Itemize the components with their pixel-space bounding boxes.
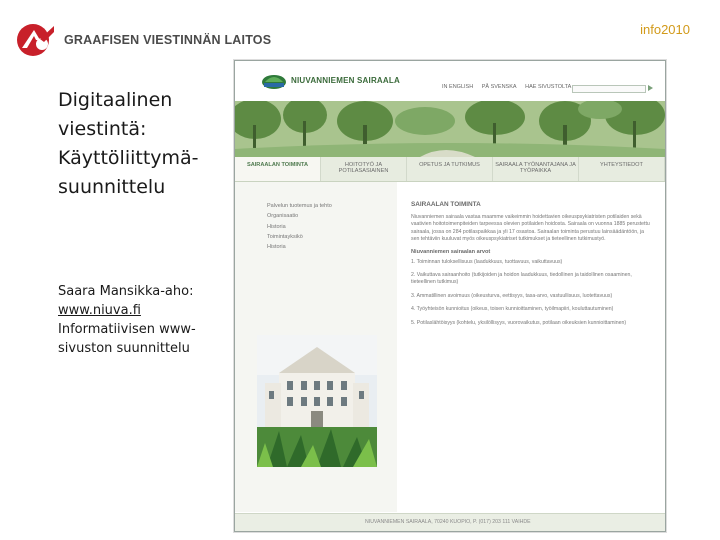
content-paragraph: Niuvanniemen sairaala vastaa maamme vaikeimmin hoidettavien oikeuspsykiatristen potilaiden sekä vaativien hoitotoimenpiteiden tarpeessa olevien potilaiden hoidosta. Sairaala on vuonna 1885 perustettu sairaala, jossa on 284 potilaspaikkaa ja yli 17 osastoa. Sairaalan toiminta perustuu lainsäädäntöön, ja sen tehtäviin kuuluvat myös oikeuspsykiatriset tutkimukset ja tieteellinen tutkimustyö. bbox=[411, 214, 650, 243]
author-description: Informatiivisen www-sivuston suunnittelu bbox=[58, 322, 196, 356]
values-list bbox=[411, 259, 651, 327]
left-menu-item[interactable]: Organisaatio bbox=[267, 213, 299, 220]
list-item: 5. Potilaslähtöisyys (kohtelu, yksilöllisyys, vuorovaikutus, potilaan oikeuksien kunnioittaminen) bbox=[411, 319, 627, 326]
site-link[interactable]: www.niuva.fi bbox=[58, 303, 141, 318]
footer-text: NIUVANNIEMEN SAIRAALA, 70240 KUOPIO, P. (017) 203 111 VAIHDE bbox=[365, 519, 531, 525]
left-menu-item[interactable]: Toimintayksikö bbox=[267, 233, 303, 240]
nav-item-opetus[interactable]: OPETUS JA TUTKIMUS bbox=[407, 157, 493, 181]
top-links bbox=[442, 84, 578, 90]
left-menu-item[interactable]: Historia bbox=[267, 223, 286, 230]
link-swedish[interactable]: PÅ SVENSKA bbox=[481, 84, 517, 90]
nav-item-tyonantaja[interactable]: SAIRAALA TYÖNANTAJANA JA TYÖPAIKKA bbox=[493, 157, 579, 181]
list-item: 1. Toiminnan tuloksellisuus (laadukkuus, tuottavuus, vaikuttavuus) bbox=[411, 258, 563, 265]
main-content bbox=[411, 201, 651, 333]
site-header bbox=[235, 61, 665, 101]
hospital-building-photo bbox=[257, 335, 377, 467]
left-menu-item[interactable]: Historia bbox=[267, 244, 286, 251]
values-heading: Niuvanniemen sairaalan arvot bbox=[411, 248, 491, 255]
site-logo[interactable] bbox=[261, 70, 400, 90]
slide-tag: info2010 bbox=[640, 22, 690, 37]
content-title: SAIRAALAN TOIMINTA bbox=[411, 201, 481, 208]
department-logo bbox=[16, 22, 271, 58]
hospital-logo-icon bbox=[261, 70, 287, 90]
search-input[interactable] bbox=[572, 85, 646, 93]
list-item: 3. Ammatillinen avoimuus (oikeusturva, eettisyys, tasa-arvo, vastuullisuus, luotettavuus) bbox=[411, 292, 613, 299]
website-screenshot bbox=[234, 60, 666, 532]
left-menu bbox=[267, 201, 332, 252]
list-item: 4. Työyhteisön kunnioitus (oikeus, toisen kunnioittaminen, työilmapiiri, kouluttautuminen) bbox=[411, 306, 614, 313]
nav-item-hoitotyo[interactable]: HOITOTYÖ JA POTILASASIAINEN bbox=[321, 157, 407, 181]
site-name: NIUVANNIEMEN SAIRAALA bbox=[291, 75, 400, 85]
author-name: Saara Mansikka-aho: bbox=[58, 284, 194, 299]
nav-item-yhteystiedot[interactable]: YHTEYSTIEDOT bbox=[579, 157, 665, 181]
slide-title: Digitaalinen viestintä: Käyttöliittymä-suunnittelu bbox=[58, 89, 199, 198]
site-navigation bbox=[235, 157, 665, 182]
logo-text: GRAAFISEN VIESTINNÄN LAITOS bbox=[64, 33, 272, 47]
logo-mark-icon bbox=[16, 22, 56, 58]
list-item: 2. Vaikuttava sairaanhoito (tutkijoiden ja hoidon laadukkuus, tiedollinen ja taidollinen osaaminen, tieteellinen tutkimus) bbox=[411, 272, 632, 286]
link-english[interactable]: IN ENGLISH bbox=[442, 84, 474, 90]
left-menu-item[interactable]: Palvelun tuotemus ja tehto bbox=[267, 203, 332, 209]
park-banner-image bbox=[235, 101, 665, 157]
site-footer bbox=[235, 513, 665, 532]
author-block bbox=[58, 282, 218, 358]
link-search[interactable]: HAE SIVUSTOLTA bbox=[525, 84, 572, 90]
nav-item-toiminta[interactable]: SAIRAALAN TOIMINTA bbox=[235, 157, 321, 181]
search-go-icon[interactable] bbox=[648, 85, 653, 91]
